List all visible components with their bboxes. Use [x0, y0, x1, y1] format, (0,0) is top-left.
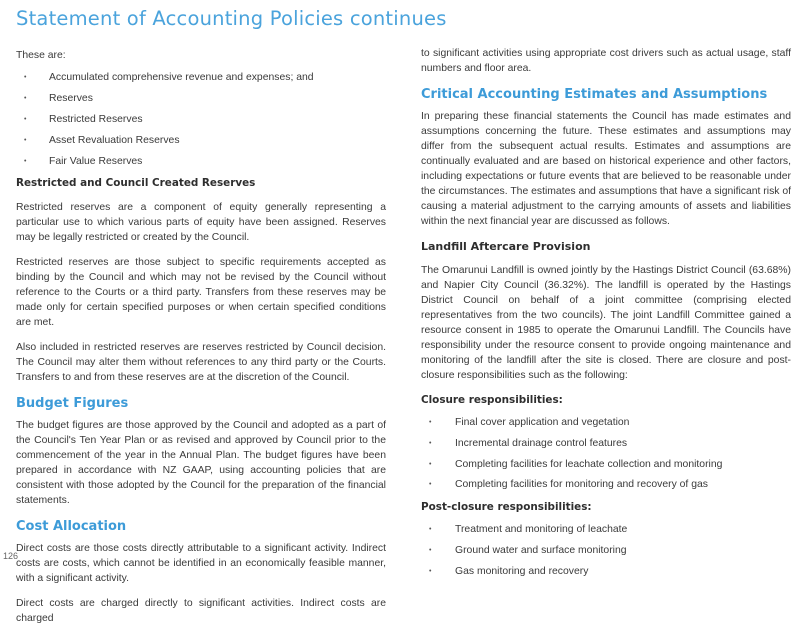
closure-heading: Closure responsibilities: [421, 394, 563, 406]
cost-continued-paragraph: to significant activities using appropriate cost drivers such as actual usage, staff numbers and floor area. [421, 48, 791, 74]
reserves-list [16, 70, 386, 174]
list-item: • Ground water and surface monitoring [421, 543, 791, 564]
list-item: • Gas monitoring and recovery [421, 564, 791, 585]
post-closure-list [421, 522, 791, 584]
list-item: • Reserves [16, 91, 386, 112]
left-column [16, 48, 386, 636]
budget-paragraph: The budget figures are those approved by the Council and adopted as a part of the Council's Ten Year Plan or as revised and approved by Council prior to the commencement of the year in the Annual Plan. The budget figures have been prepared in accordance with NZ GAAP, using accounting policies that are consistent with those adopted by the Council for the preparation of the financial statements. [16, 420, 386, 507]
right-column [421, 46, 791, 585]
intro-text: These are: [16, 50, 66, 61]
list-item: • Fair Value Reserves [16, 154, 386, 175]
page-number: 126 [3, 551, 19, 561]
list-item: • Treatment and monitoring of leachate [421, 522, 791, 543]
list-item: • Completing facilities for monitoring and recovery of gas [421, 477, 791, 498]
critical-estimates-heading: Critical Accounting Estimates and Assumptions [421, 87, 768, 102]
restricted-reserves-heading: Restricted and Council Created Reserves [16, 177, 256, 190]
restricted-paragraph-2: Restricted reserves are those subject to specific requirements accepted as binding by the Council and which may not be revised by the Council without reference to the Courts or a third party. Transfers from these reserves may be made only for certain specified purposes or when certain specified conditions are met. [16, 257, 386, 329]
landfill-heading: Landfill Aftercare Provision [421, 240, 591, 253]
landfill-paragraph: The Omarunui Landfill is owned jointly by the Hastings District Council (63.68%) and Napier City Council (36.32%). The landfill is operated by the Hastings District Council on behalf of a joint committee (comprising elected representatives from the two councils). The joint Landfill Committee gained a resource consent in 1985 to operate the Omarunui Landfill. The Councils have responsibility under the resource consent to provide ongoing maintenance and monitoring of the landfill after the site is closed. There are closure and post-closure responsibilities such as the following: [421, 265, 791, 381]
closure-list [421, 415, 791, 498]
cost-allocation-heading: Cost Allocation [16, 519, 127, 535]
list-item: • Incremental drainage control features [421, 436, 791, 457]
list-item: • Final cover application and vegetation [421, 415, 791, 436]
list-item: • Asset Revaluation Reserves [16, 133, 386, 154]
cost-paragraph-1: Direct costs are those costs directly attributable to a significant activity. Indirect costs are costs, which cannot be identified in an economically feasible manner, with a significant activity. [16, 543, 386, 585]
restricted-paragraph-3: Also included in restricted reserves are reserves restricted by Council decision. The Council may alter them without references to any third party or the Courts. Transfers to and from these reserves are at the discretion of the Council. [16, 342, 386, 384]
list-item: • Accumulated comprehensive revenue and expenses; and [16, 70, 386, 91]
critical-estimates-paragraph: In preparing these financial statements the Council has made estimates and assumptions concerning the future. These estimates and assumptions may differ from the subsequent actual results. Estimates and assumptions are continually evaluated and are based on historical experience and other factors, including expectations or future events that are believed to be reasonable under the circumstances. The estimates and assumptions that have a significant risk of causing a material adjustment to the carrying amounts of assets and liabilities within the next financial year are discussed as follows. [421, 111, 792, 227]
restricted-paragraph-1: Restricted reserves are a component of equity generally representing a particular use to which various parts of equity have been assigned. Reserves may be legally restricted or created by the Council. [16, 202, 386, 244]
list-item: • Restricted Reserves [16, 112, 386, 133]
cost-paragraph-2: Direct costs are charged directly to significant activities. Indirect costs are charged [16, 598, 386, 625]
list-item: • Completing facilities for leachate collection and monitoring [421, 457, 791, 478]
post-closure-heading: Post-closure responsibilities: [421, 501, 592, 514]
page-title: Statement of Accounting Policies continues [16, 7, 447, 30]
budget-figures-heading: Budget Figures [16, 396, 129, 412]
